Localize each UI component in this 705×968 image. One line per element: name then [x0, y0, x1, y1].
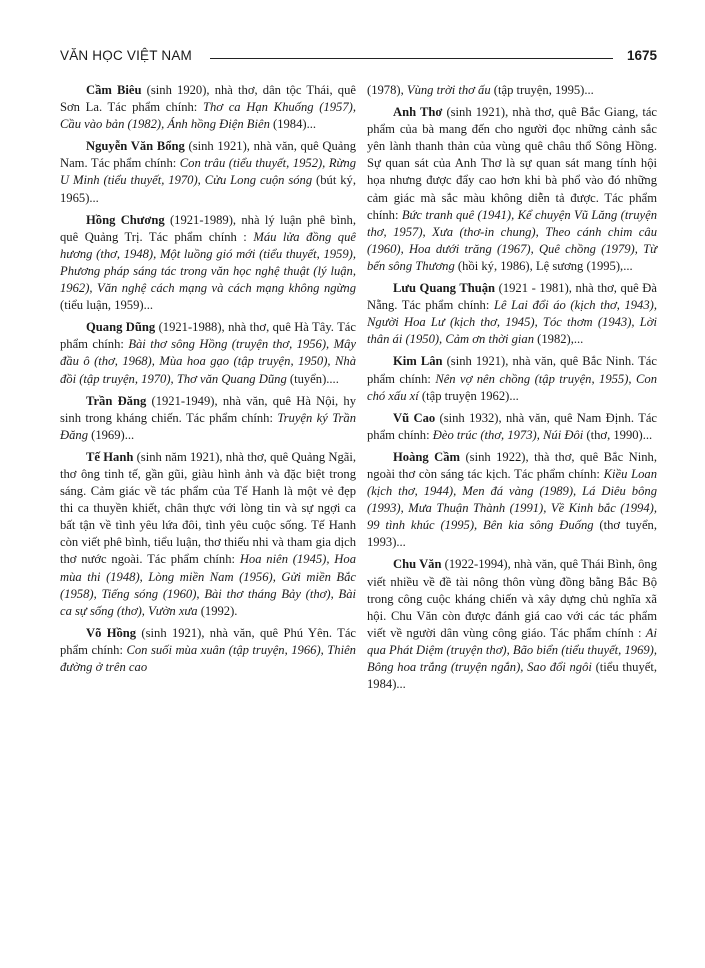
entry	[367, 280, 657, 348]
works-list: Máu lửa đồng quê hương (thơ, 1948), Một luồng gió mới (tiểu thuyết, 1959), Phương pháp sáng tác trong văn học nghệ thuật (lý luận, 1962), Văn nghệ cách mạng và cách mạng không ngừng	[60, 229, 356, 296]
works-list: Bài thơ sông Hồng (truyện thơ, 1956), Mây đầu ô (thơ, 1968), Mùa hoa gạo (tập truyện, 1950), Nhà đồi (tập truyện, 1970), Thơ văn Quang Dũng	[60, 337, 356, 386]
works-list: Kiều Loan (kịch thơ, 1944), Men đá vàng (1989), Lá Diêu bông (1993), Mưa Thuận Thành (1991), Về Kinh bắc (1994), 99 tình khúc (1995), Bên kia sông Đuống	[367, 466, 657, 533]
entry-tail: (tuyển)....	[286, 371, 339, 386]
entry-tail: (tiểu thuyết, 1984)...	[367, 660, 657, 692]
author-bio: (sinh 1921), nhà văn, quê Bắc Ninh. Tác phẩm chính:	[367, 354, 657, 386]
entry-tail: (1984)...	[269, 117, 317, 132]
works-list: Ai qua Phát Diệm (truyện thơ), Bão biển (tiểu thuyết, 1969), Bông hoa trắng (truyện ngắn), Sao đổi ngôi	[367, 625, 658, 674]
entry	[60, 212, 356, 315]
running-head: VĂN HỌC VIỆT NAM	[60, 48, 192, 63]
works-list: Thơ ca Hạn Khuống (1957), Cầu vào bản (1982), Ánh hồng Điện Biên	[60, 100, 356, 132]
entry	[367, 449, 657, 552]
author-bio: (1921-1988), nhà thơ, quê Hà Tây. Tác phẩm chính:	[60, 320, 356, 352]
author-bio: (sinh 1920), nhà thơ, dân tộc Thái, quê Sơn La. Tác phẩm chính:	[60, 83, 356, 115]
author-name: Hồng Chương	[86, 212, 165, 227]
works-list: Con trâu (tiểu thuyết, 1952), Rừng U Minh (tiểu thuyết, 1970), Cửu Long cuộn sóng	[60, 156, 356, 188]
page-number: 1675	[626, 48, 657, 63]
author-name: Nguyễn Văn Bổng	[86, 139, 185, 154]
works-list: Con suối mùa xuân (tập truyện, 1966), Thiên đường ở trên cao	[60, 642, 356, 674]
entry-tail: (tập truyện 1962)...	[418, 388, 519, 403]
author-bio: (sinh 1922), thà thơ, quê Bắc Ninh, ngoài thơ còn sáng tác kịch. Tác phẩm chính:	[367, 449, 657, 481]
entry	[367, 353, 657, 404]
works-list: Bức tranh quê (1941), Kể chuyện Vũ Lăng (truyện thơ, 1957), Xưa (thơ-in chung), Theo cánh chim câu (1960), Hoa dưới trăng (1967), Quê chồng (1979), Từ bến sông Thương	[367, 207, 657, 273]
entry	[60, 625, 356, 676]
works-list: Lê Lai đổi áo (kịch thơ, 1943), Người Hoa Lư (kịch thơ, 1945), Tóc thơm (1943), Lời thân ái (1950), Cảm ơn thời gian	[367, 298, 657, 347]
entry	[367, 556, 657, 693]
author-name: Hoàng Cầm	[393, 449, 461, 464]
author-name: Chu Văn	[393, 557, 442, 572]
page-header	[60, 48, 657, 70]
entry-tail: (hồi ký, 1986), Lệ sương (1995),...	[454, 258, 633, 273]
entry-tail: (1992).	[197, 603, 238, 618]
entry	[60, 449, 356, 620]
author-name: Trần Đăng	[86, 393, 147, 408]
entry-tail: (thơ tuyển, 1993)...	[367, 518, 658, 550]
author-bio: (1921-1989), nhà lý luận phê bình, quê Quảng Trị. Tác phẩm chính :	[60, 212, 356, 244]
left-column	[60, 82, 356, 681]
entry	[60, 138, 356, 206]
works-list: Vùng trời thơ ấu	[406, 83, 491, 97]
right-column	[367, 82, 657, 698]
author-bio: (sinh 1921), nhà văn, quê Quảng Nam. Tác phẩm chính:	[60, 139, 356, 171]
author-bio: (sinh 1921), nhà thơ, quê Bắc Giang, tác phẩm của bà mang đến cho người đọc những cảnh sắc yên lành thanh thản của vùng quê châu thổ Sông Hồng. Sự quan sát của Anh Thơ là sự quan sát mang tính hội họa nhưng được đẩy cao hơn khi bà phổ vào đó những cảm giác mà sắc màu không diễn tả được. Tác phẩm chính:	[367, 105, 658, 222]
entry-tail: (tập truyện, 1995)...	[490, 83, 594, 97]
entry-tail: (tiểu luận, 1959)...	[60, 298, 154, 313]
entry	[60, 393, 356, 444]
author-bio: (sinh 1921), nhà văn, quê Phú Yên. Tác phẩm chính:	[60, 625, 356, 657]
header-rule	[210, 58, 613, 59]
entry-tail: (bút ký, 1965)...	[60, 173, 356, 205]
author-name: Lưu Quang Thuận	[393, 281, 496, 296]
author-bio: (sinh năm 1921), nhà thơ, quê Quảng Ngãi, thơ ông tinh tế, gần gũi, giàu hình ảnh và đặc biệt trong sáng. Cảm giác về tác phẩm của Tế Hanh là một vẻ đẹp thi ca thuyền khiết, chân thực với lòng tin và sự ngợi ca bất tận về tình yêu lứa đôi, tình yêu cuộc sống. Tế Hanh còn viết phê bình, tiểu luận, thơ thiếu nhi và tham gia dịch thơ nước ngoài. Tác phẩm chính:	[60, 449, 356, 567]
author-bio: (1922-1994), nhà văn, quê Thái Bình, ông viết nhiều về đề tài nông thôn vùng đồng bằng Bắc Bộ trong công cuộc kháng chiến và xây dựng chủ nghĩa xã hội. Chu Văn còn được đánh giá cao với các tác phẩm viết về người dân vùng công giáo. Tác phẩm chính :	[367, 557, 657, 640]
entry	[367, 410, 657, 444]
author-bio: (1978),	[367, 83, 407, 97]
entry-tail: (1969)...	[88, 427, 135, 442]
works-list: Truyện ký Trần Đăng	[60, 410, 356, 442]
author-name: Cầm Biêu	[86, 83, 142, 97]
entry-continuation	[367, 82, 657, 99]
author-name: Anh Thơ	[393, 105, 443, 120]
entry-tail: (thơ, 1990)...	[583, 427, 653, 442]
author-name: Quang Dũng	[86, 320, 156, 335]
works-list: Nên vợ nên chồng (tập truyện, 1955), Con chó xấu xí	[367, 371, 657, 403]
author-name: Vũ Cao	[393, 410, 436, 425]
works-list: Đèo trúc (thơ, 1973), Núi Đôi	[432, 427, 584, 442]
entry	[367, 104, 657, 275]
author-bio: (1921 - 1981), nhà thơ, quê Đà Nẵng. Tác phẩm chính:	[367, 281, 657, 313]
author-name: Kim Lân	[393, 354, 443, 369]
entry	[60, 82, 356, 133]
author-bio: (sinh 1932), nhà văn, quê Nam Định. Tác phẩm chính:	[367, 410, 658, 442]
author-bio: (1921-1949), nhà văn, quê Hà Nội, hy sinh trong kháng chiến. Tác phẩm chính:	[60, 393, 356, 425]
author-name: Võ Hồng	[86, 625, 137, 640]
author-name: Tế Hanh	[86, 449, 134, 464]
works-list: Hoa niên (1945), Hoa mùa thi (1948), Lòng miền Nam (1956), Gửi miền Bắc (1958), Tiếng sóng (1960), Bài thơ tháng Bảy (thơ), Bài ca sự sống (thơ), Vườn xưa	[60, 552, 356, 618]
entry-tail: (1982),...	[534, 332, 584, 347]
entry	[60, 319, 356, 387]
